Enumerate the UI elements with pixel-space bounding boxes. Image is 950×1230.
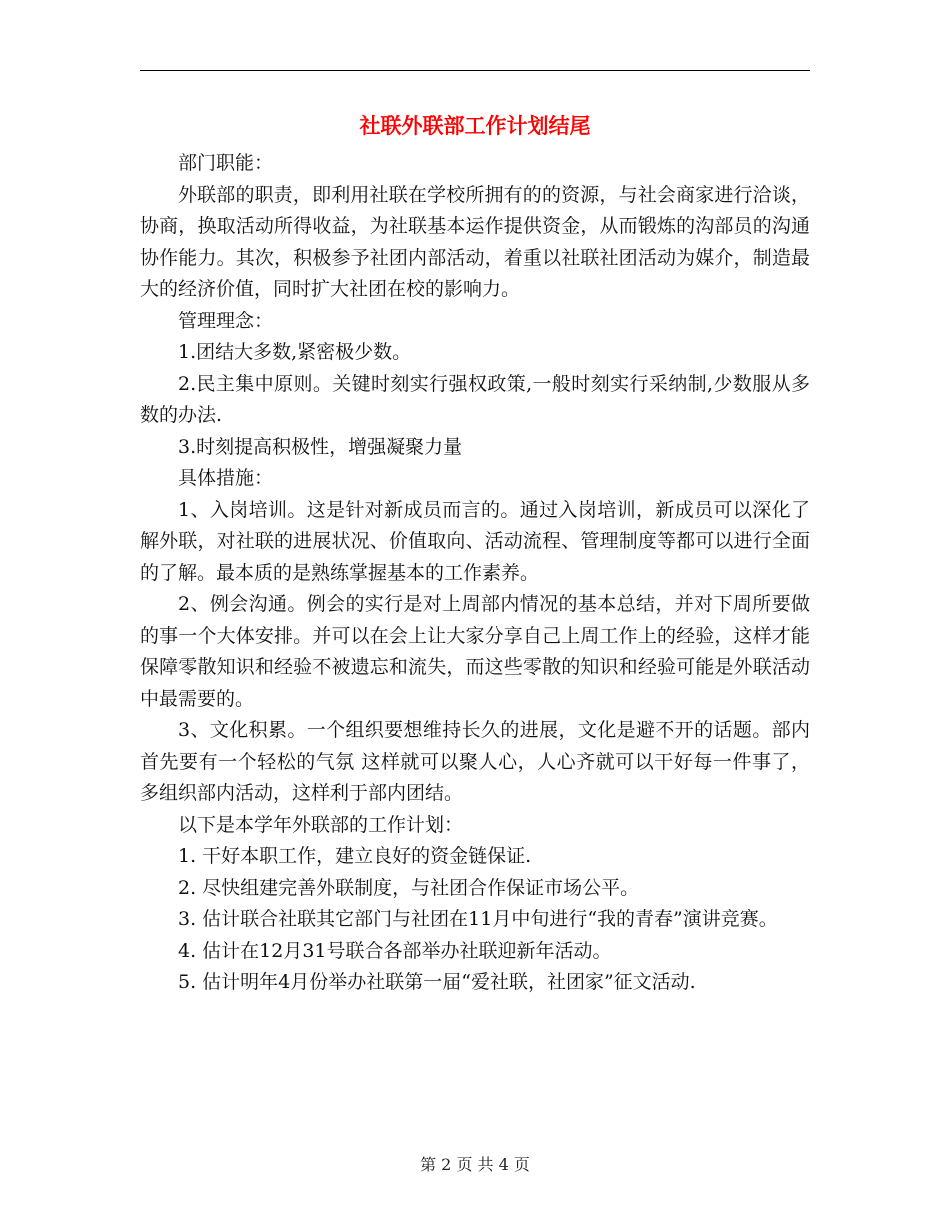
paragraph: 2. 尽快组建完善外联制度，与社团合作保证市场公平。: [178, 876, 640, 899]
page-number-footer: 第 2 页 共 4 页: [420, 1155, 530, 1174]
paragraph: 具体措施：: [178, 467, 274, 489]
paragraph: 2.民主集中原则。关键时刻实行强权政策,一般时刻实行采纳制,少数服从多数的办法.: [140, 372, 810, 426]
paragraph: 管理理念：: [178, 309, 274, 332]
paragraph: 5. 估计明年4月份举办社联第一届“爱社联，社团家”征文活动.: [178, 971, 696, 993]
paragraph: 1.团结大多数,紧密极少数。: [178, 341, 412, 363]
document-title: 社联外联部工作计划结尾: [359, 113, 591, 138]
paragraph: 4. 估计在12月31号联合各部举办社联迎新年活动。: [178, 939, 612, 962]
paragraph: 3. 估计联合社联其它部门与社团在11月中旬进行“我的青春”演讲竞赛。: [178, 908, 778, 930]
paragraph: 1、入岗培训。这是针对新成员而言的。通过入岗培训，新成员可以深化了解外联，对社联的进展状况、价值取向、活动流程、管理制度等都可以进行全面的了解。最本质的是熟练掌握基本的工作素养。: [140, 498, 810, 584]
paragraph: 外联部的职责，即利用社联在学校所拥有的的资源，与社会商家进行洽谈，协商，换取活动所得收益，为社联基本运作提供资金，从而锻炼的沟部员的沟通协作能力。其次，积极参予社团内部活动，着重以社联社团活动为媒介，制造最大的经济价值，同时扩大社团在校的影响力。: [140, 183, 810, 300]
paragraph: 以下是本学年外联部的工作计划：: [178, 813, 464, 836]
paragraph: 1. 干好本职工作，建立良好的资金链保证.: [178, 845, 532, 867]
document-body: [140, 148, 810, 999]
header-rule: [140, 70, 810, 71]
paragraph: 3.时刻提高积极性，增强凝聚力量: [178, 435, 463, 458]
paragraph: 部门职能：: [178, 152, 274, 174]
paragraph: 2、例会沟通。例会的实行是对上周部内情况的基本总结，并对下周所要做的事一个大体安排。并可以在会上让大家分享自己上周工作上的经验，这样才能保障零散知识和经验不被遗忘和流失，而这些零散的知识和经验可能是外联活动中最需要的。: [140, 593, 810, 710]
paragraph: 3、文化积累。一个组织要想维持长久的进展，文化是避不开的话题。部内首先要有一个轻松的气氛 这样就可以聚人心，人心齐就可以干好每一件事了，多组织部内活动，这样利于部内团结。: [140, 719, 810, 804]
